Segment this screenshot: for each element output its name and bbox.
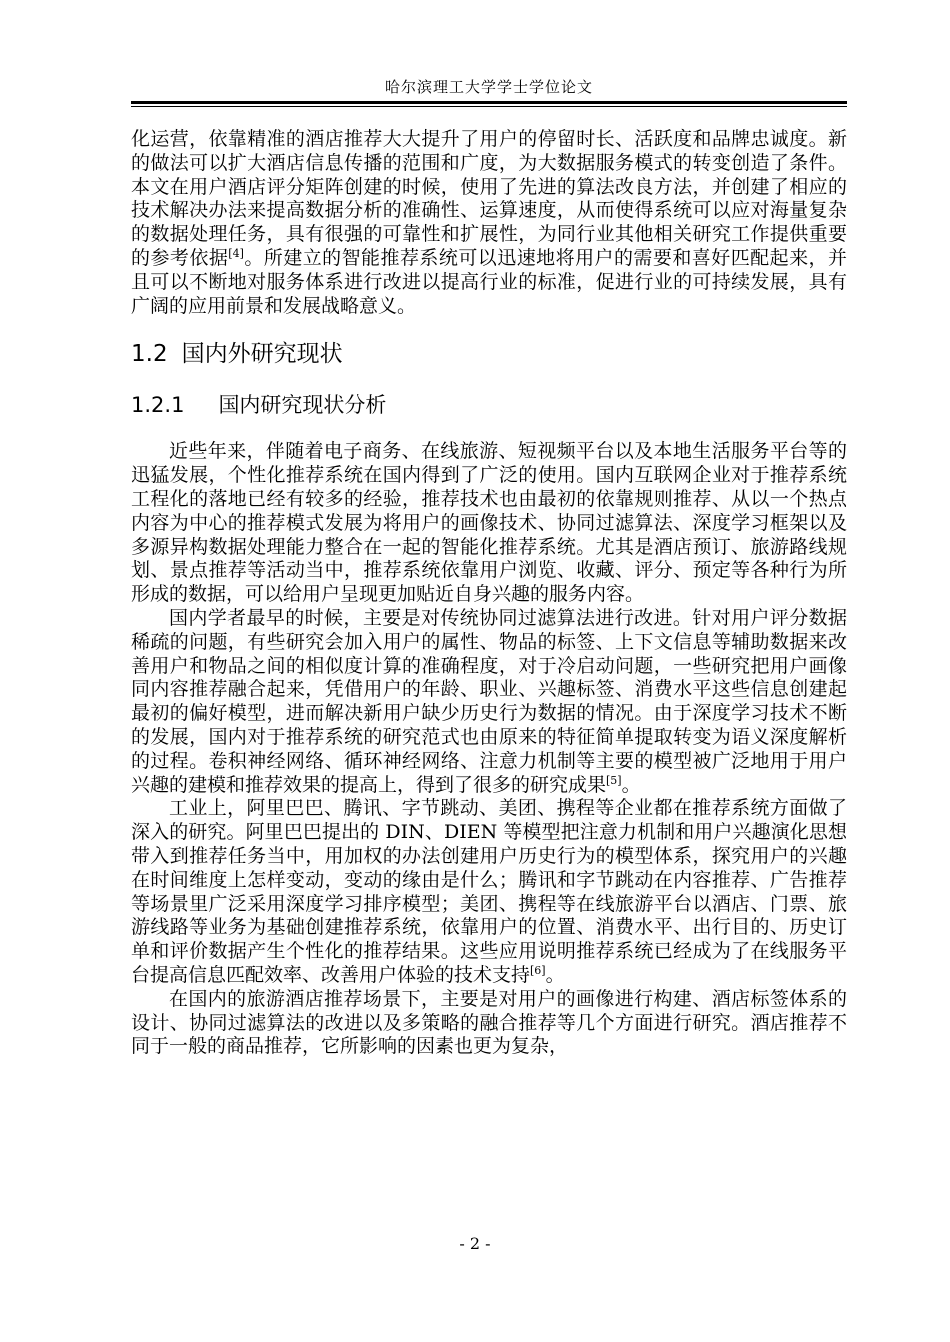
subsection-number: 1.2.1	[131, 393, 185, 418]
paragraph-3	[131, 797, 847, 987]
citation: [4]	[228, 246, 244, 260]
paragraph-text-tail: 。所建立的智能推荐系统可以迅速地将用户的需要和喜好匹配起来，并且可以不断地对服务体系进行改进以提高行业的标准，促进行业的可持续发展，具有广阔的应用前景和发展战略意义。	[131, 246, 847, 317]
subsection-title: 国内研究现状分析	[218, 393, 387, 418]
paragraph-continuation	[131, 128, 847, 318]
paragraph-text: 化运营，依靠精准的酒店推荐大大提升了用户的停留时长、活跃度和品牌忠诚度。新的做法可以扩大酒店信息传播的范围和广度，为大数据服务模式的转变创造了条件。本文在用户酒店评分矩阵创建的时候，使用了先进的算法改良方法，并创建了相应的技术解决办法来提高数据分析的准确性、运算速度，从而使得系统可以应对海量复杂的数据处理任务，具有很强的可靠性和扩展性，为同行业其他相关研究工作提供重要的参考依据	[131, 128, 847, 269]
paragraph-text-tail: 。	[545, 963, 565, 986]
section-heading	[131, 340, 847, 368]
running-header: 哈尔滨理工大学学士学位论文	[384, 78, 593, 96]
page-body	[131, 128, 847, 1059]
subsection-heading	[131, 392, 847, 418]
paragraph-4: 在国内的旅游酒店推荐场景下，主要是对用户的画像进行构建、酒店标签体系的设计、协同过滤算法的改进以及多策略的融合推荐等几个方面进行研究。酒店推荐不同于一般的商品推荐，它所影响的因素也更为复杂，	[131, 987, 847, 1058]
paragraph-text: 工业上，阿里巴巴、腾讯、字节跳动、美团、携程等企业都在推荐系统方面做了深入的研究。阿里巴巴提出的 DIN、DIEN 等模型把注意力机制和用户兴趣演化思想带入到推荐任务当中，用加权的办法创建用户历史行为的模型体系，探究用户的兴趣在时间维度上怎样变动，变动的缘由是什么；腾讯和字节跳动在内容推荐、广告推荐等场景里广泛采用深度学习排序模型；美团、携程等在线旅游平台以酒店、门票、旅游线路等业务为基础创建推荐系统，依靠用户的位置、消费水平、出行目的、历史订单和评价数据产生个性化的推荐结果。这些应用说明推荐系统已经成为了在线服务平台提高信息匹配效率、改善用户体验的技术支持	[131, 797, 847, 986]
header-rule-thin	[131, 106, 847, 107]
page-number: - 2 -	[459, 1234, 491, 1253]
paragraph-text-tail: 。	[621, 773, 641, 796]
paragraph-2	[131, 607, 847, 797]
citation: [6]	[530, 963, 546, 977]
paragraph-1: 近些年来，伴随着电子商务、在线旅游、短视频平台以及本地生活服务平台等的迅猛发展，个性化推荐系统在国内得到了广泛的使用。国内互联网企业对于推荐系统工程化的落地已经有较多的经验，推荐技术也由最初的依靠规则推荐、从以一个热点内容为中心的推荐模式发展为将用户的画像技术、协同过滤算法、深度学习框架以及多源异构数据处理能力整合在一起的智能化推荐系统。尤其是酒店预订、旅游路线规划、景点推荐等活动当中，推荐系统依靠用户浏览、收藏、评分、预定等各种行为所形成的数据，可以给用户呈现更加贴近自身兴趣的服务内容。	[131, 440, 847, 606]
section-title: 国内外研究现状	[181, 341, 343, 368]
header-rule-thick	[131, 101, 847, 104]
paragraph-text: 国内学者最早的时候，主要是对传统协同过滤算法进行改进。针对用户评分数据稀疏的问题，有些研究会加入用户的属性、物品的标签、上下文信息等辅助数据来改善用户和物品之间的相似度计算的准确程度，对于冷启动问题，一些研究把用户画像同内容推荐融合起来，凭借用户的年龄、职业、兴趣标签、消费水平这些信息创建起最初的偏好模型，进而解决新用户缺少历史行为数据的情况。由于深度学习技术不断的发展，国内对于推荐系统的研究范式也由原来的特征简单提取转变为语义深度解析的过程。卷积神经网络、循环神经网络、注意力机制等主要的模型被广泛地用于用户兴趣的建模和推荐效果的提高上，得到了很多的研究成果	[131, 606, 847, 796]
section-number: 1.2	[131, 341, 168, 368]
citation: [5]	[606, 773, 622, 787]
